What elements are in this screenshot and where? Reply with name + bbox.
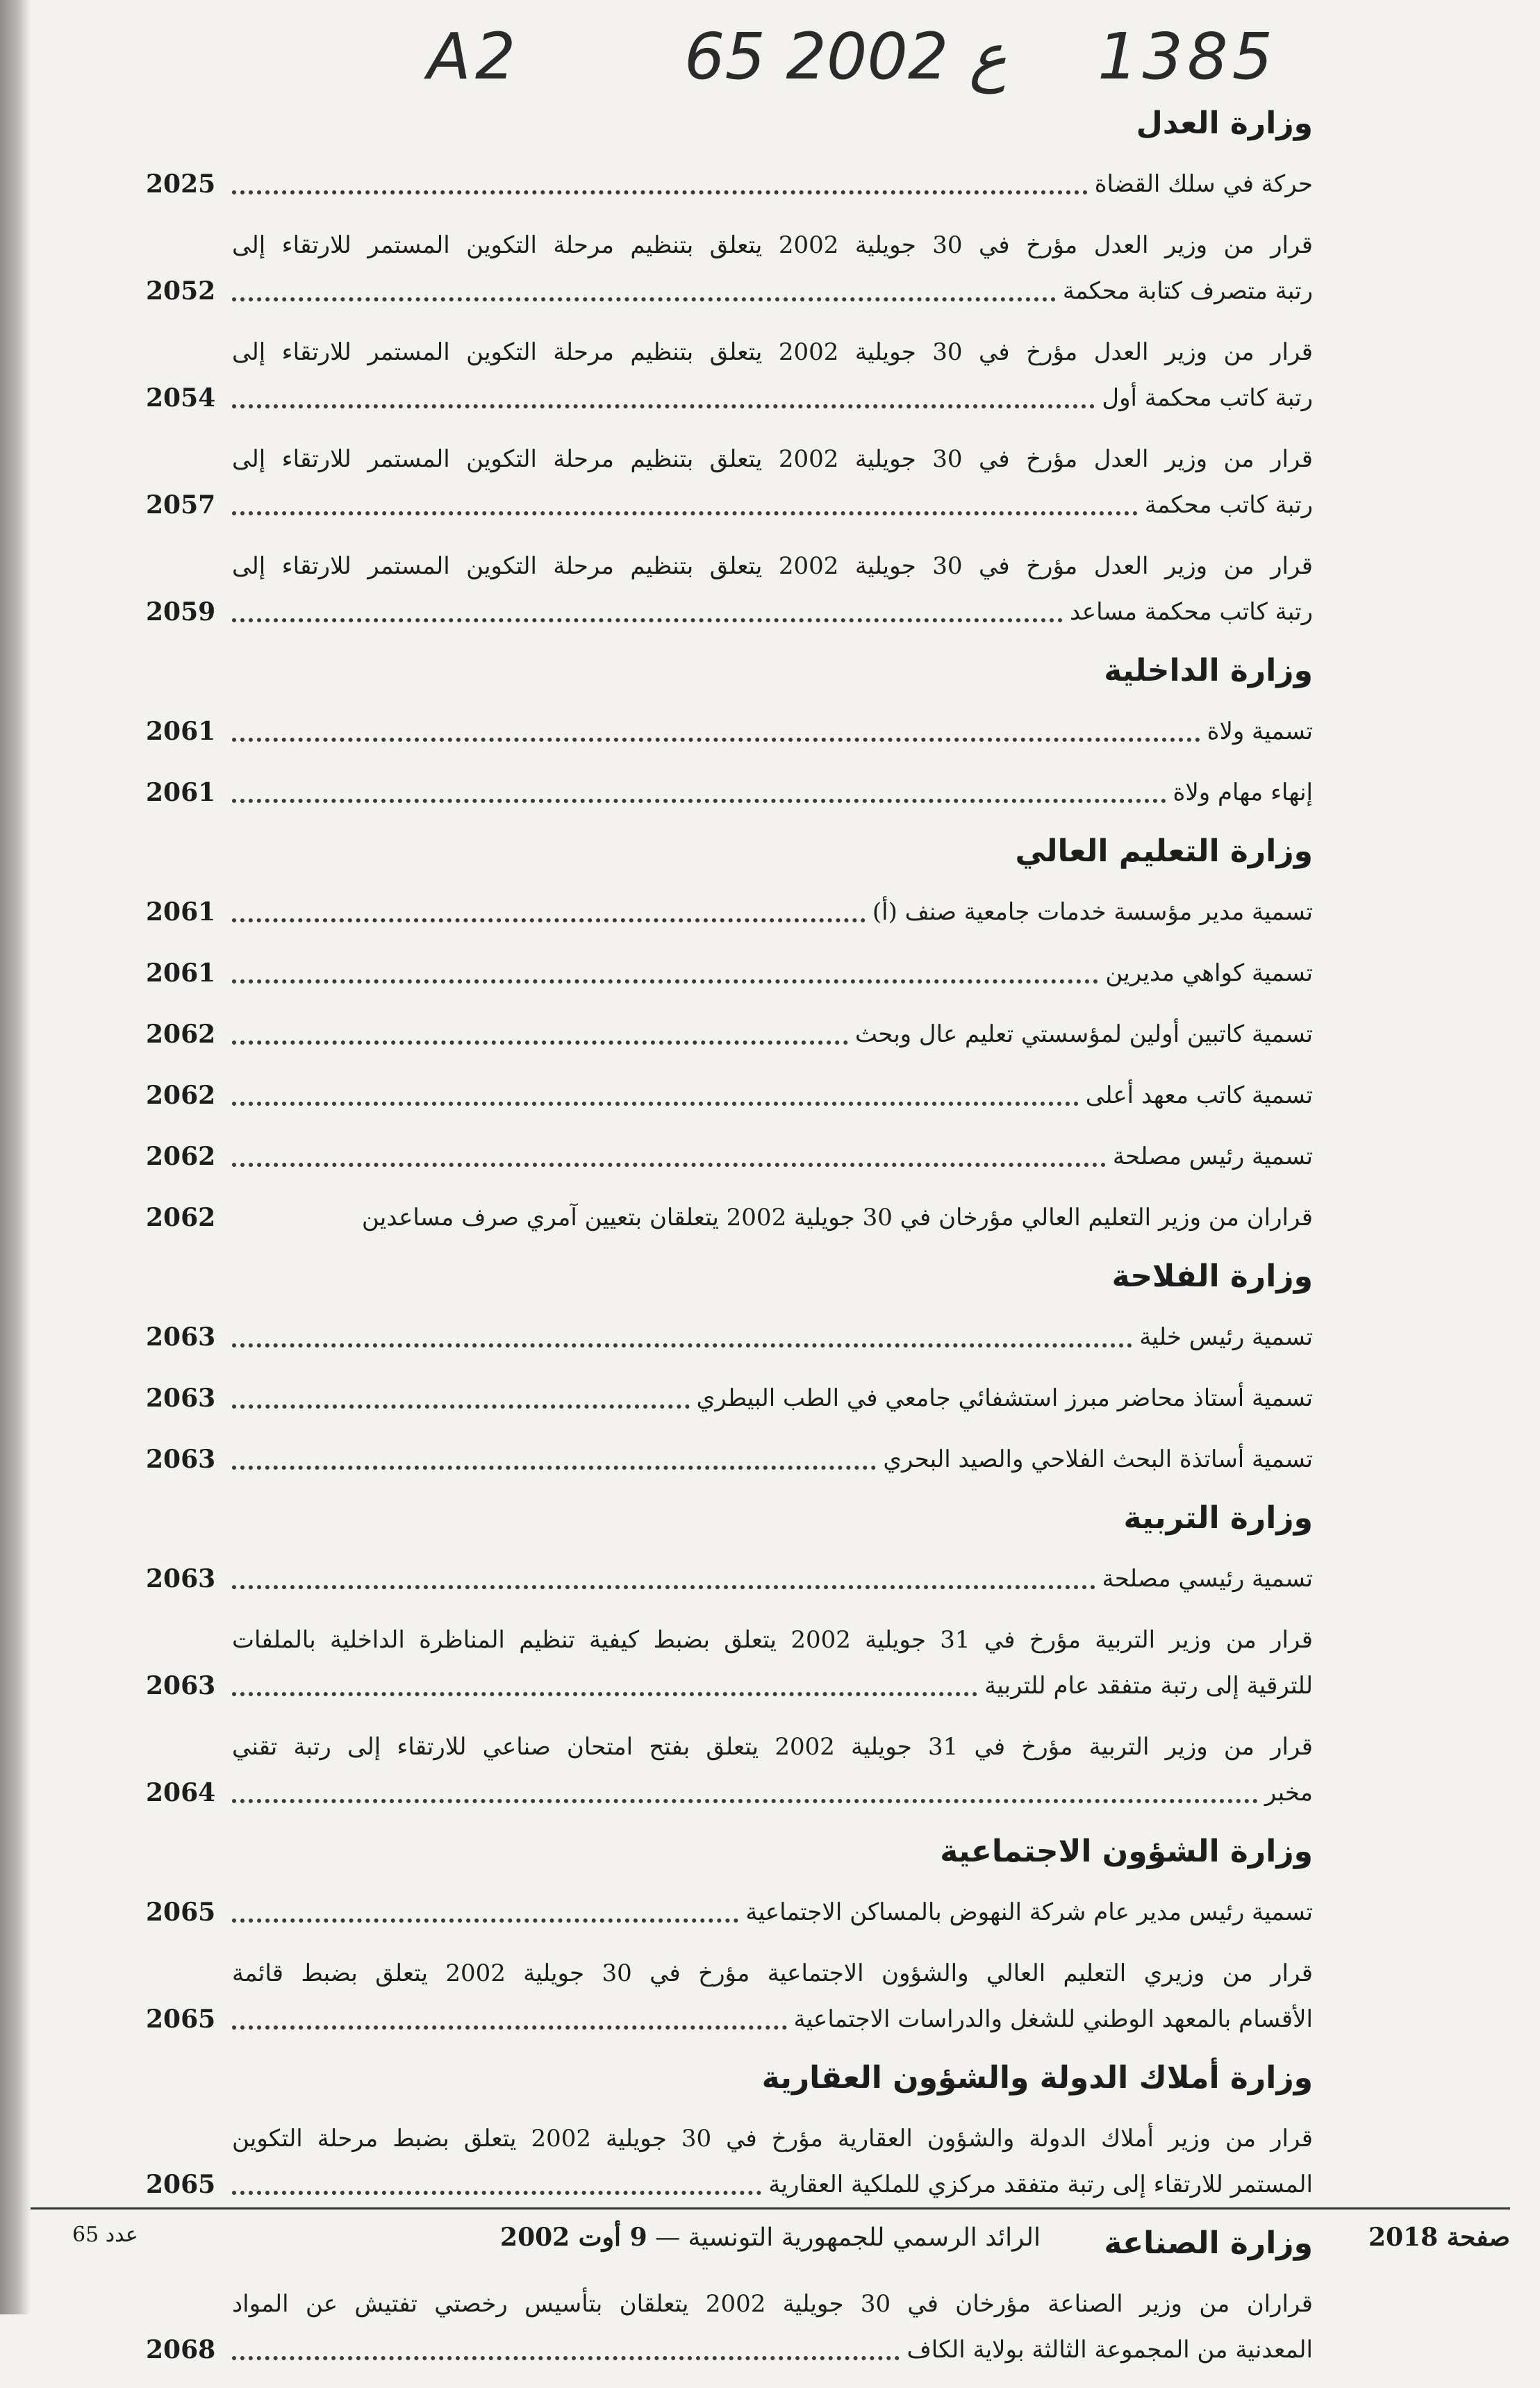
toc-section [146, 1256, 1313, 1482]
toc-entry [146, 222, 1313, 314]
page-number: 2063 [146, 1445, 216, 1474]
toc-entry [146, 950, 1313, 996]
page-number: 2065 [146, 1898, 216, 1927]
dot-leader [232, 2170, 761, 2195]
section-title: وزارة العدل [1136, 106, 1313, 141]
entry-text: تسمية كواهي مديرين [1105, 959, 1313, 987]
entry-text: قرار من وزير التربية مؤرخ في 31 جويلية 2002 يتعلق بفتح امتحان صناعي للارتقاء إلى رتبة تقني [232, 1733, 1313, 1761]
entry-text: تسمية كاتب معهد أعلى [1085, 1081, 1313, 1109]
entry-text: إنهاء مهام ولاة [1173, 779, 1313, 806]
toc-section [146, 1498, 1313, 1816]
entry-text-continued: المعدنية من المجموعة الثالثة بولاية الكاف [906, 2336, 1313, 2364]
toc-entry [146, 1889, 1313, 1935]
dot-leader [232, 2005, 787, 2030]
toc-entry [146, 1950, 1313, 2042]
entry-text: قراران من وزير الصناعة مؤرخان في 30 جويلية 2002 يتعلقان بتأسيس رخصتي تفتيش عن المواد [232, 2290, 1314, 2318]
dot-leader [232, 1445, 876, 1470]
page-number: 2063 [146, 1322, 216, 1352]
entry-text: تسمية ولاة [1207, 718, 1313, 745]
page-number: 2063 [146, 1384, 216, 1413]
footer-rule [31, 2207, 1510, 2209]
dot-leader [232, 276, 1056, 301]
dot-leader [232, 1142, 1106, 1167]
dot-leader [232, 169, 1088, 194]
toc-entry [146, 1134, 1313, 1179]
toc-entry [146, 1375, 1313, 1421]
entry-text: قرار من وزيري التعليم العالي والشؤون الاجتماعية مؤرخ في 30 جويلية 2002 يتعلق بضبط قائمة [232, 1959, 1314, 1987]
page-number: 2065 [146, 2005, 216, 2034]
entry-text: قرار من وزير أملاك الدولة والشؤون العقارية مؤرخ في 30 جويلية 2002 يتعلق بضبط مرحلة التكوين [232, 2125, 1314, 2153]
footer-journal-line [31, 2223, 1510, 2252]
section-title: وزارة الفلاحة [1111, 1259, 1313, 1294]
page-number: 2025 [146, 169, 216, 199]
section-title: وزارة الشؤون الاجتماعية [940, 1834, 1313, 1869]
page-number: 2068 [146, 2335, 216, 2364]
entry-text: قرار من وزير العدل مؤرخ في 30 جويلية 2002 يتعلق بتنظيم مرحلة التكوين المستمر للارتقاء إلى [232, 445, 1314, 473]
dot-leader [232, 1322, 1132, 1348]
toc-entry [146, 770, 1313, 815]
toc-entry [146, 543, 1313, 635]
page-number: 2059 [146, 597, 216, 627]
page-number: 2062 [146, 1142, 216, 1171]
footer-journal: الرائد الرسمي للجمهورية التونسية — [655, 2223, 1041, 2252]
page-number: 2052 [146, 276, 216, 306]
entry-text-continued: رتبة كاتب محكمة مساعد [1069, 598, 1313, 626]
dot-leader [232, 2335, 900, 2360]
toc-entry [146, 708, 1313, 754]
page-number: 2061 [146, 778, 216, 807]
toc-entry [146, 436, 1313, 528]
dot-leader [232, 1898, 738, 1923]
dot-leader [232, 959, 1098, 984]
footer-issue: عدد 65 [72, 2223, 138, 2247]
entry-text: قرار من وزير العدل مؤرخ في 30 جويلية 2002 يتعلق بتنظيم مرحلة التكوين المستمر للارتقاء إلى [232, 231, 1314, 259]
page-number: 2061 [146, 717, 216, 746]
entry-text-continued: مخبر [1264, 1779, 1313, 1807]
toc-entry [146, 889, 1313, 935]
entry-text: تسمية مدير مؤسسة خدمات جامعية صنف (أ) [872, 898, 1313, 926]
section-title: وزارة التعليم العالي [1015, 834, 1313, 869]
toc-entry [146, 2281, 1313, 2373]
entry-text: تسمية رئيس خلية [1139, 1323, 1313, 1351]
entry-text-continued: رتبة متصرف كتابة محكمة [1062, 277, 1313, 305]
handwritten-number: 1385 [1098, 19, 1277, 94]
handwritten-annotation [0, 19, 1540, 110]
toc-section [146, 1831, 1313, 2042]
toc-section [146, 650, 1313, 815]
section-title: وزارة أملاك الدولة والشؤون العقارية [761, 2060, 1313, 2096]
entry-text-continued: للترقية إلى رتبة متفقد عام للتربية [984, 1672, 1313, 1700]
toc-entry [146, 161, 1313, 207]
page-number: 2057 [146, 490, 216, 520]
page-number: 2061 [146, 897, 216, 927]
entry-text: قرار من وزير العدل مؤرخ في 30 جويلية 2002 يتعلق بتنظيم مرحلة التكوين المستمر للارتقاء إلى [232, 338, 1314, 366]
toc-section [146, 831, 1313, 1241]
toc-entry [146, 1724, 1313, 1816]
footer-page-number: صفحة 2018 [1368, 2223, 1510, 2252]
dot-leader [232, 1081, 1079, 1106]
entry-text: تسمية أستاذ محاضر مبرز استشفائي جامعي في الطب البيطري [696, 1384, 1313, 1412]
page-number: 2062 [146, 1203, 216, 1232]
page-footer [31, 2223, 1510, 2271]
entry-text: تسمية رئيسي مصلحة [1102, 1565, 1313, 1593]
entry-text: قرار من وزير التربية مؤرخ في 31 جويلية 2002 يتعلق بضبط كيفية تنظيم المناظرة الداخلية بالملفات [232, 1626, 1314, 1654]
toc-entry [146, 1314, 1313, 1360]
entry-text-continued: المستمر للارتقاء إلى رتبة متفقد مركزي للملكية العقارية [768, 2171, 1313, 2198]
page-number: 2065 [146, 2170, 216, 2199]
page-number: 2062 [146, 1081, 216, 1110]
dot-leader [232, 597, 1063, 622]
dot-leader [232, 1384, 690, 1409]
handwritten-issue: 65 ع 2002 [684, 19, 1007, 94]
entry-text: تسمية أساتذة البحث الفلاحي والصيد البحري [883, 1445, 1313, 1473]
entry-text: حركة في سلك القضاة [1094, 170, 1313, 198]
entry-text-continued: رتبة كاتب محكمة أول [1102, 384, 1313, 412]
section-title: وزارة الصناعة [1104, 2225, 1313, 2261]
page-number: 2064 [146, 1778, 216, 1807]
entry-text-continued: رتبة كاتب محكمة [1144, 491, 1313, 519]
page-edge-shadow [0, 0, 31, 2314]
table-of-contents [146, 97, 1313, 2388]
toc-section [146, 2057, 1313, 2207]
entry-text-continued: الأقسام بالمعهد الوطني للشغل والدراسات الاجتماعية [793, 2005, 1313, 2033]
dot-leader [232, 1778, 1258, 1803]
toc-entry [146, 2116, 1313, 2207]
page-number: 2061 [146, 959, 216, 988]
section-title: وزارة التربية [1123, 1500, 1313, 1536]
entry-text: قراران من وزير التعليم العالي مؤرخان في 30 جويلية 2002 يتعلقان بتعيين آمري صرف مساعدين [361, 1204, 1313, 1232]
dot-leader [232, 1020, 848, 1045]
dot-leader [232, 1564, 1095, 1589]
dot-leader [232, 778, 1166, 803]
dot-leader [232, 897, 866, 922]
toc-entry [146, 1195, 1313, 1241]
entry-text: تسمية كاتبين أولين لمؤسستي تعليم عال وبحث [854, 1020, 1313, 1048]
handwritten-code: A2 [427, 19, 520, 94]
entry-text: تسمية رئيس مصلحة [1112, 1143, 1313, 1170]
page-number: 2063 [146, 1671, 216, 1700]
page-number: 2063 [146, 1564, 216, 1593]
page-number: 2054 [146, 383, 216, 413]
toc-entry [146, 1617, 1313, 1709]
entry-text: قرار من وزير العدل مؤرخ في 30 جويلية 2002 يتعلق بتنظيم مرحلة التكوين المستمر للارتقاء إلى [232, 552, 1314, 580]
toc-entry [146, 1072, 1313, 1118]
dot-leader [232, 717, 1200, 742]
dot-leader [232, 383, 1095, 408]
section-title: وزارة الداخلية [1104, 653, 1313, 688]
toc-entry [146, 329, 1313, 421]
entry-text: تسمية رئيس مدير عام شركة النهوض بالمساكن الاجتماعية [745, 1898, 1313, 1926]
toc-section [146, 103, 1313, 635]
dot-leader [232, 490, 1138, 515]
toc-entry [146, 1436, 1313, 1482]
footer-date: 9 أوت 2002 [500, 2223, 647, 2252]
toc-entry [146, 1556, 1313, 1602]
dot-leader [232, 1671, 977, 1696]
toc-entry [146, 1011, 1313, 1057]
page-number: 2062 [146, 1020, 216, 1049]
